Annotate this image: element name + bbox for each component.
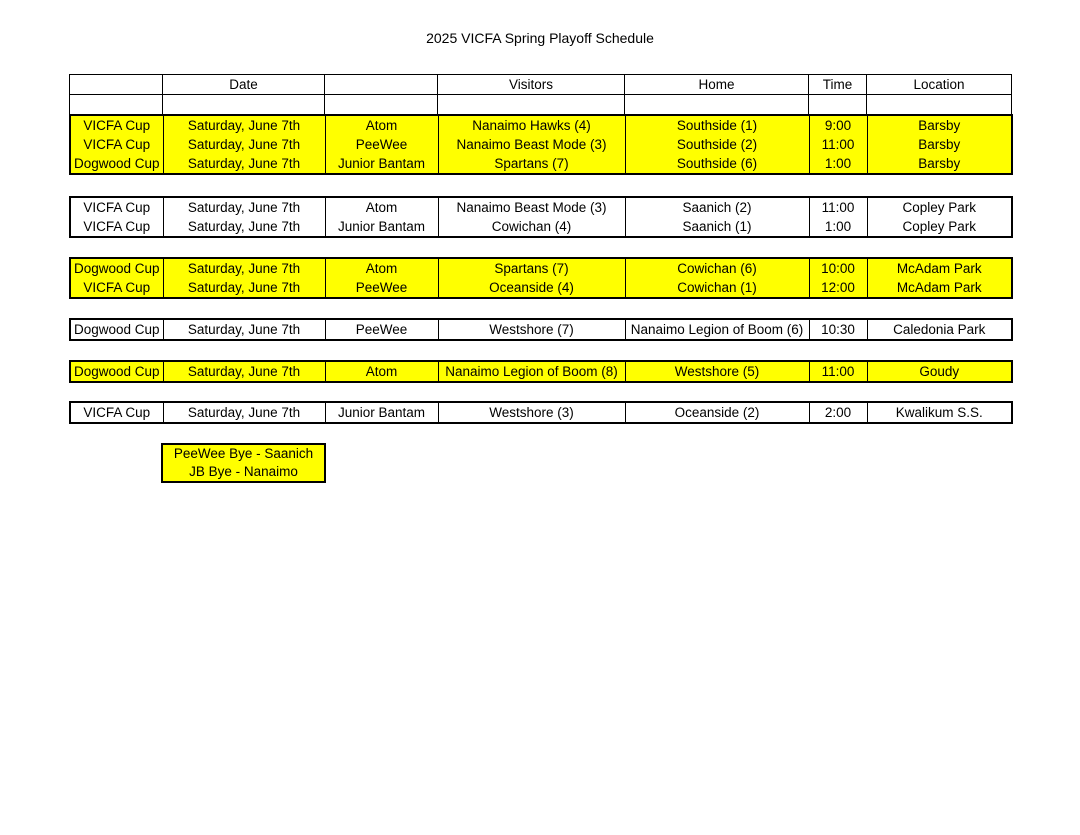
date-cell: Saturday, June 7th — [163, 278, 325, 298]
time-cell: 10:30 — [809, 319, 867, 340]
time-cell: 10:00 — [809, 258, 867, 278]
visitors-cell: Spartans (7) — [438, 154, 625, 174]
cup-cell: VICFA Cup — [70, 135, 163, 154]
schedule-block — [69, 401, 1013, 424]
header-table — [69, 74, 1012, 115]
home-cell: Westshore (5) — [625, 361, 809, 382]
visitors-cell: Spartans (7) — [438, 258, 625, 278]
game-row — [70, 154, 1012, 174]
empty-row — [70, 95, 1012, 115]
cup-cell: VICFA Cup — [70, 278, 163, 298]
schedule-block — [69, 318, 1013, 341]
cup-cell: Dogwood Cup — [70, 361, 163, 382]
cup-cell: Dogwood Cup — [70, 258, 163, 278]
visitors-cell: Nanaimo Beast Mode (3) — [438, 197, 625, 217]
schedule-block — [69, 196, 1013, 238]
home-cell: Saanich (2) — [625, 197, 809, 217]
location-cell: Barsby — [867, 135, 1012, 154]
division-cell: Junior Bantam — [325, 402, 438, 423]
schedule-block — [69, 360, 1013, 383]
home-cell: Nanaimo Legion of Boom (6) — [625, 319, 809, 340]
date-cell: Saturday, June 7th — [163, 361, 325, 382]
home-cell: Saanich (1) — [625, 217, 809, 237]
division-cell: PeeWee — [325, 135, 438, 154]
col-header-visitors: Visitors — [438, 75, 625, 95]
date-cell: Saturday, June 7th — [163, 402, 325, 423]
location-cell: McAdam Park — [867, 278, 1012, 298]
date-cell: Saturday, June 7th — [163, 154, 325, 174]
location-cell: Barsby — [867, 115, 1012, 135]
home-cell: Southside (6) — [625, 154, 809, 174]
visitors-cell: Westshore (7) — [438, 319, 625, 340]
home-cell: Southside (1) — [625, 115, 809, 135]
cup-cell: VICFA Cup — [70, 115, 163, 135]
date-cell: Saturday, June 7th — [163, 197, 325, 217]
division-cell: PeeWee — [325, 319, 438, 340]
location-cell: Barsby — [867, 154, 1012, 174]
game-row — [70, 258, 1012, 278]
division-cell: Atom — [325, 115, 438, 135]
location-cell: McAdam Park — [867, 258, 1012, 278]
game-row — [70, 278, 1012, 298]
cup-cell: VICFA Cup — [70, 402, 163, 423]
cup-cell: VICFA Cup — [70, 197, 163, 217]
page-title: 2025 VICFA Spring Playoff Schedule — [426, 30, 654, 46]
date-cell: Saturday, June 7th — [163, 135, 325, 154]
division-cell: Atom — [325, 197, 438, 217]
col-header-cup — [70, 75, 163, 95]
column-header-row — [70, 75, 1012, 95]
time-cell: 2:00 — [809, 402, 867, 423]
home-cell: Cowichan (6) — [625, 258, 809, 278]
game-row — [70, 197, 1012, 217]
time-cell: 1:00 — [809, 154, 867, 174]
cup-cell: Dogwood Cup — [70, 319, 163, 340]
bye-box — [161, 443, 326, 483]
game-row — [70, 115, 1012, 135]
time-cell: 11:00 — [809, 197, 867, 217]
visitors-cell: Nanaimo Hawks (4) — [438, 115, 625, 135]
cup-cell: Dogwood Cup — [70, 154, 163, 174]
visitors-cell: Nanaimo Beast Mode (3) — [438, 135, 625, 154]
time-cell: 11:00 — [809, 135, 867, 154]
date-cell: Saturday, June 7th — [163, 258, 325, 278]
time-cell: 1:00 — [809, 217, 867, 237]
location-cell: Copley Park — [867, 217, 1012, 237]
location-cell: Kwalikum S.S. — [867, 402, 1012, 423]
division-cell: Atom — [325, 258, 438, 278]
game-row — [70, 217, 1012, 237]
col-header-date: Date — [163, 75, 325, 95]
bye-entry: PeeWee Bye - Saanich — [162, 444, 325, 463]
col-header-home: Home — [625, 75, 809, 95]
home-cell: Southside (2) — [625, 135, 809, 154]
col-header-location: Location — [867, 75, 1012, 95]
date-cell: Saturday, June 7th — [163, 115, 325, 135]
visitors-cell: Cowichan (4) — [438, 217, 625, 237]
visitors-cell: Westshore (3) — [438, 402, 625, 423]
bye-entry: JB Bye - Nanaimo — [162, 463, 325, 482]
division-cell: Junior Bantam — [325, 154, 438, 174]
game-row — [70, 402, 1012, 423]
visitors-cell: Oceanside (4) — [438, 278, 625, 298]
cup-cell: VICFA Cup — [70, 217, 163, 237]
time-cell: 12:00 — [809, 278, 867, 298]
schedule-block — [69, 257, 1013, 299]
date-cell: Saturday, June 7th — [163, 319, 325, 340]
date-cell: Saturday, June 7th — [163, 217, 325, 237]
time-cell: 9:00 — [809, 115, 867, 135]
schedule-block — [69, 114, 1013, 175]
division-cell: Junior Bantam — [325, 217, 438, 237]
location-cell: Caledonia Park — [867, 319, 1012, 340]
home-cell: Cowichan (1) — [625, 278, 809, 298]
location-cell: Copley Park — [867, 197, 1012, 217]
col-header-time: Time — [809, 75, 867, 95]
visitors-cell: Nanaimo Legion of Boom (8) — [438, 361, 625, 382]
division-cell: PeeWee — [325, 278, 438, 298]
game-row — [70, 361, 1012, 382]
col-header-division — [325, 75, 438, 95]
division-cell: Atom — [325, 361, 438, 382]
game-row — [70, 135, 1012, 154]
home-cell: Oceanside (2) — [625, 402, 809, 423]
time-cell: 11:00 — [809, 361, 867, 382]
location-cell: Goudy — [867, 361, 1012, 382]
game-row — [70, 319, 1012, 340]
